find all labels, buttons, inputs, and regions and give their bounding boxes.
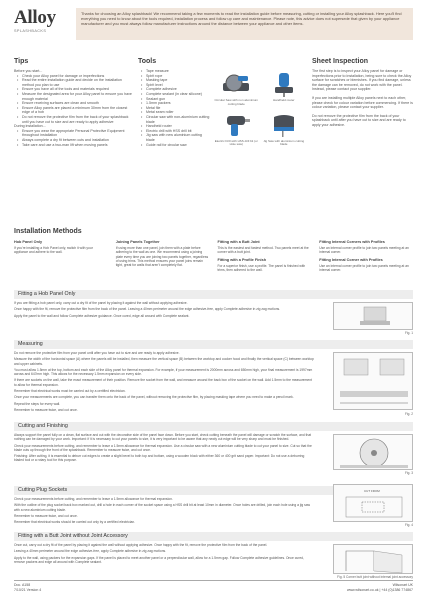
tool-image: Electric Drill with HSS drill bit (or Hole saw) bbox=[214, 110, 259, 148]
figure-label: CUT FROM bbox=[364, 489, 380, 493]
section-title: Fitting with a Butt Joint without Joint Accessory bbox=[14, 532, 413, 541]
list-item: • 1.5mm packers bbox=[138, 101, 210, 106]
list-item: • Guide rail for circular saw bbox=[138, 143, 210, 148]
section-cutting-finishing: Cutting and Finishing Always support the panel fully on a clean, flat surface and cut with the decorative side of the panel face down. Before you start, check cutting beneath the panel will damage or scratch the surface, and that nothing can be damaged by your work. Important: if it is necessary to cut your panels to size, it is very important to be aware that any newly cut edge will be very sharp and must be finished. Check your measurements before cutting, and remember to leave a 1.5mm allowance for thermal expansion. Use a circular saw with a new aluminium cutting blade to cut your panel to size. Cut so that the blade cuts up through the front of the splashback. Remember to measure twice, and cut once. Finishing: After cutting, it is essential to deburr cut edges to create a slight bevel to both top and bottom, using a wooden block with either 360 or 400 grit sand paper. Important: Do not use a deburring bladed tool or a rotary tool for this purpose. Fig. 3 bbox=[14, 423, 413, 475]
tools-title: Tools bbox=[138, 58, 157, 65]
intro-banner: Thanks for choosing an Alloy splashback! We recommend taking a few moments to read the installation guide before measuring, cutting or installing your Alloy splashback. Here you'll find everything you need to know about the tools required, installation process and follow up care and maintenance. Please note, this advice does not supersede that given by your appliance manufacturer and you must always follow manufacturer instructions around the distance between your appliance and other items. bbox=[76, 8, 413, 40]
figure-caption: Fig. 2 bbox=[405, 412, 413, 416]
method-item: Fitting with a Butt Joint This is the easiest and fastest method. Two panels meet at the corner with a butt joint. Fitting with a Profile Finish For a superior finish, use a profile. The panel is finished with trims, then adhered to the wall. bbox=[217, 240, 309, 272]
list-item: • Spirit level bbox=[138, 83, 210, 88]
list-item: • Ensure Alloy panels are placed a minimum 30mm from the closest edge of a hob bbox=[14, 106, 132, 115]
method-item: Fitting Internal Corners with Profiles Use an internal corner profile to join two panels meeting at an internal corner. Fitting Internal Corner with Profiles Use an internal corner profile to join two panels meeting at an internal corner. bbox=[319, 240, 409, 272]
list-item: • Electric drill with HSS drill bit bbox=[138, 129, 210, 134]
figure-caption: Fig. 1 bbox=[405, 331, 413, 335]
sheet-paragraph: The first step is to inspect your Alloy panel for damage or imperfections prior to installation, being sure to check the Alloy surface for scratches or blemishes. If you find damage, unless the damage can be removed, do not work with the panel. Instead, please contact your supplier. bbox=[312, 69, 412, 92]
sheet-paragraph: Do not remove the protective film from the back of your splashback until after you have cut to size and are ready to apply your adhesive. bbox=[312, 113, 406, 127]
section-title: Measuring bbox=[14, 340, 413, 349]
tips-title: Tips bbox=[14, 58, 29, 65]
tool-image: Jig Saw with aluminium cutting blade bbox=[262, 110, 307, 148]
list-item: • Ensure you wear the appropriate Personal Protective Equipment throughout installation bbox=[14, 129, 132, 138]
company-contact: www.wilsonart.co.uk | +44 (0)1386 774867 bbox=[347, 587, 413, 592]
section-title: Fitting a Hob Panel Only bbox=[14, 290, 413, 299]
figure-2 bbox=[333, 352, 413, 410]
list-item: • Jig saw with new aluminium cutting blade bbox=[138, 133, 210, 142]
list-item: • Ensure you have all of the tools and materials required bbox=[14, 87, 132, 92]
section-butt-joint: Fitting with a Butt Joint without Joint Accessory Once cut, carry out a dry fit of the panel by placing it against the wall without applying adhesive. Once happy with the fit, remove the protective film from the back of the panel. Leaving a 40mm perimeter around the edge adhesive-free, apply Complete adhesive in zig zag motions. Apply to the wall, using packers for the expansion gaps. If the panel is placed to meet another panel or a perpendicular wall, allow for a 1.5mm gap. Follow Complete adhesive guidelines. Once cured, remove packers and edge all around with Complete sealant. Fig. 5 Corner butt joint without internal joint accessory bbox=[14, 533, 413, 579]
figure-5 bbox=[333, 544, 413, 574]
list-item: • Complete sealant (in clear silicone) bbox=[138, 92, 210, 97]
figure-caption: Fig. 4 bbox=[405, 523, 413, 527]
method-item: Joining Panels Together If using more than one panel, join them with a plate before adhering to the wall as one. We recommend using a joining plate every time you are joining two panels together, regardless of using trims. This method ensures your panel joins remain tight, great for walls that aren't completely flat. bbox=[115, 240, 209, 268]
list-item: • Sealant gun bbox=[138, 97, 210, 102]
list-item: • Metal seam roller bbox=[138, 110, 210, 115]
sheet-inspection-title: Sheet Inspection bbox=[312, 58, 369, 65]
doc-number: Doc. A158 bbox=[14, 583, 31, 587]
tools-list bbox=[138, 69, 210, 147]
tips-during-list bbox=[14, 129, 132, 147]
list-item: • Read the entire installation guide and decide on the installation method you plan to use bbox=[14, 78, 132, 87]
tips-during-lead: During installation... bbox=[14, 124, 46, 129]
list-item: • Circular saw with non-aluminium cutting blade bbox=[138, 115, 210, 124]
router-icon bbox=[266, 69, 302, 99]
installation-methods-title: Installation Methods bbox=[14, 228, 82, 235]
brand-name: Alloy bbox=[14, 7, 56, 28]
figure-caption: Fig. 5 Corner butt joint without internal joint accessory bbox=[337, 575, 413, 579]
figure-1 bbox=[333, 302, 413, 330]
section-plug-sockets: Cutting Plug Sockets Check your measurements before cutting, and remember to leave a 1.5mm allowance for thermal expansion. With the outline of the plug socket back box marked out, drill a hole in each corner of the socket space using a HSS drill bit at least 10mm in diameter. Once holes are drilled, join each hole using a jig saw with a new aluminium cutting blade. Remember to measure twice, and cut once. Remember that electrical works should be carried out only by a certified electrician. CUT FROM Fig. 4 bbox=[14, 486, 413, 530]
company-name: Wilsonart UK bbox=[392, 583, 413, 587]
tips-before-lead: Before you start... bbox=[14, 69, 43, 73]
tools-column bbox=[138, 58, 306, 226]
list-item: • Handheld router bbox=[138, 124, 210, 129]
doc-version: 7/10/21 Version 4 bbox=[14, 587, 42, 592]
list-item: • Always complete a dry fit between cuts and installation bbox=[14, 138, 132, 143]
list-item: • Spirit rope bbox=[138, 74, 210, 79]
top-columns bbox=[14, 58, 413, 226]
list-item: • Check your Alloy panel for damage or imperfections bbox=[14, 74, 132, 79]
section-title: Cutting Plug Sockets bbox=[14, 486, 413, 495]
list-item: • Ensure receiving surfaces are clean and smooth bbox=[14, 101, 132, 106]
figure-3 bbox=[333, 434, 413, 470]
sheet-inspection-column bbox=[312, 58, 413, 226]
footer bbox=[14, 580, 413, 592]
drill-icon bbox=[218, 110, 254, 140]
list-item: • Tape measure bbox=[138, 69, 210, 74]
section-measuring: Measuring Do not remove the protective film from your panel until after you have cut to size and are ready to apply adhesive. Measure the width of the horizontal space (A) where the panels will be installed, then measure the vertical space (B) between the worktop and cooker hood and finally the vertical space (C) between worktop and upper cabinets. You must allow 1.5mm at the top, bottom and each side of the Alloy panel for thermal expansion. For example, if your measurement is 2000mm across and 650mm high, your final measurement is 1997mm across and 647mm high. This allows for the necessary 1.5mm expansion on every side. If there are sockets on the wall, take the exact measurement of their position. Remove the socket from the wall, and measure around the back box of the socket on the wall. Add 1.5mm to the measurement to allow for thermal expansion. Remember that electrical works must be carried out by a certified electrician. Once your measurements are complete, you can transfer them onto the back of the panel, without removing the protective film, by placing masking tape where you need to make a pencil mark. Repeat the steps for every wall. Remember to measure twice, and cut once. Fig. 2 bbox=[14, 341, 413, 416]
figure-caption: Fig. 3 bbox=[405, 471, 413, 475]
tool-images bbox=[214, 69, 306, 147]
circular-saw-icon bbox=[218, 69, 254, 99]
list-item: • Metal file bbox=[138, 106, 210, 111]
list-item: • Measure the designated area for your Alloy panel to ensure you have enough material bbox=[14, 92, 132, 101]
jig-saw-icon bbox=[266, 110, 302, 140]
brand-logo bbox=[14, 8, 76, 33]
tips-column bbox=[14, 58, 132, 226]
brand-subtitle: SPLASHBACKS bbox=[14, 29, 47, 33]
tool-image: Circular Saw with non aluminium cutting blade bbox=[214, 69, 259, 107]
figure-4 bbox=[333, 484, 413, 522]
list-item: • Do not remove the protective film from the back of your splashback until you have cut to size and are ready to apply adhesive bbox=[14, 115, 132, 124]
section-title: Cutting and Finishing bbox=[14, 422, 413, 431]
sheet-paragraph: If you are installing multiple Alloy panels next to each other, please check for colour variation before commencing. If there is colour variation, please contact your supplier. bbox=[312, 95, 413, 110]
tool-image: Handheld router bbox=[262, 69, 307, 107]
list-item: • Masking tape bbox=[138, 78, 210, 83]
tips-before-list bbox=[14, 74, 132, 125]
list-item: • Complete adhesive bbox=[138, 87, 210, 92]
installation-methods bbox=[14, 240, 413, 288]
header bbox=[14, 8, 413, 52]
list-item: • Take care and use a two-man lift when moving panels bbox=[14, 143, 132, 148]
method-item: Hob Panel Only If you're installing a Hob Panel only, switch it with your appliance and adhere to the wall. bbox=[14, 240, 93, 255]
section-hob-panel: Fitting a Hob Panel Only If you are fitting a hob panel only, carry out a dry fit of the panel by placing it against the wall without applying adhesive. Once happy with the fit, remove the protective film from the back of the panel. Leaving a 40mm perimeter around the edge adhesive-free, apply Complete adhesive in zig zag motions. Apply the panel to the wall and follow Complete adhesive guidance. Once cured, edge all around with Complete sealant. Fig. 1 bbox=[14, 291, 413, 335]
